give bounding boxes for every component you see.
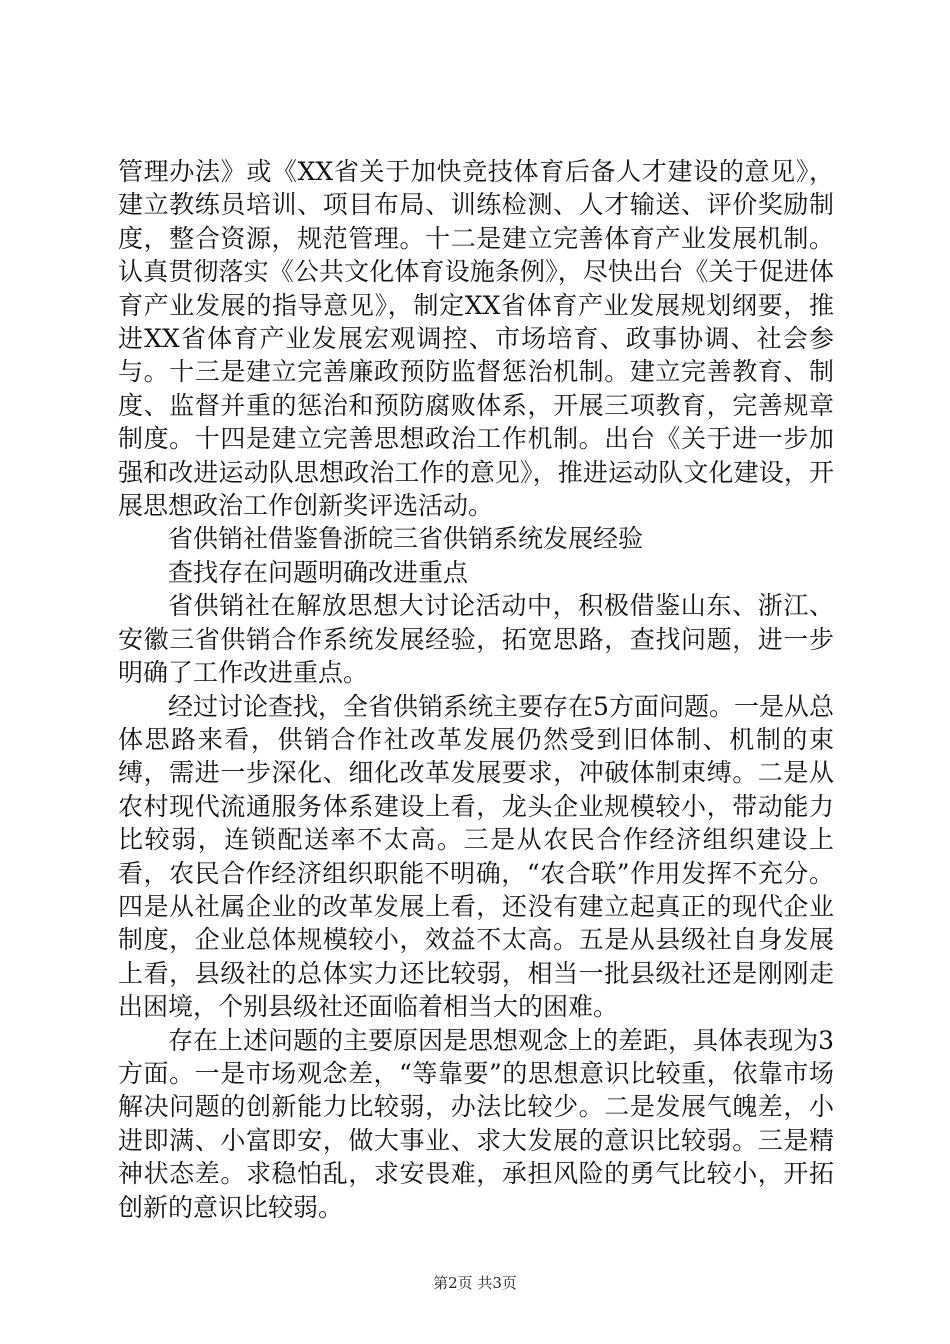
section-heading-line-1: 省供销社借鉴鲁浙皖三省供销系统发展经验 bbox=[168, 524, 644, 554]
section-heading-line-2: 查找存在问题明确改进重点 bbox=[168, 557, 469, 587]
paragraph-problems: 经过讨论查找，全省供销系统主要存在5方面问题。一是从总体思路来看，供销合作社改革发展仍然受到旧体制、机制的束缚，需进一步深化、细化改革发展要求，冲破体制束缚。二是从农村现代流通服务体系建设上看，龙头企业规模较小，带动能力比较弱，连锁配送率不太高。三是从农民合作经济组织建设上看，农民合作经济组织职能不明确，“农合联”作用发挥不充分。四是从社属企业的改革发展上看，还没有建立起真正的现代企业制度，企业总体规模较小，效益不太高。五是从县级社自身发展上看，县级社的总体实力还比较弱，相当一批县级社还是刚刚走出困境，个别县级社还面临着相当大的困难。 bbox=[118, 691, 834, 1022]
document-body bbox=[118, 155, 834, 1224]
paragraph-intro: 省供销社在解放思想大讨论活动中，积极借鉴山东、浙江、安徽三省供销合作系统发展经验，拓宽思路，查找问题，进一步明确了工作改进重点。 bbox=[118, 591, 834, 688]
paragraph-causes: 存在上述问题的主要原因是思想观念上的差距，具体表现为3方面。一是市场观念差，“等靠要”的思想意识比较重，依靠市场解决问题的创新能力比较弱，办法比较少。二是发展气魄差，小进即满、小富即安，做大事业、求大发展的意识比较弱。三是精神状态差。求稳怕乱，求安畏难，承担风险的勇气比较小，开拓创新的意识比较弱。 bbox=[118, 1025, 834, 1222]
page-footer: 第2页 共3页 bbox=[433, 1274, 517, 1292]
paragraph-continuation: 管理办法》或《XX省关于加快竞技体育后备人才建设的意见》，建立教练员培训、项目布局、训练检测、人才输送、评价奖励制度，整合资源，规范管理。十二是建立完善体育产业发展机制。认真贯彻落实《公共文化体育设施条例》，尽快出台《关于促进体育产业发展的指导意见》，制定XX省体育产业发展规划纲要，推进XX省体育产业发展宏观调控、市场培育、政事协调、社会参与。十三是建立完善廉政预防监督惩治机制。建立完善教育、制度、监督并重的惩治和预防腐败体系，开展三项教育，完善规章制度。十四是建立完善思想政治工作机制。出台《关于进一步加强和改进运动队思想政治工作的意见》，推进运动队文化建设，开展思想政治工作创新奖评选活动。 bbox=[118, 157, 834, 521]
